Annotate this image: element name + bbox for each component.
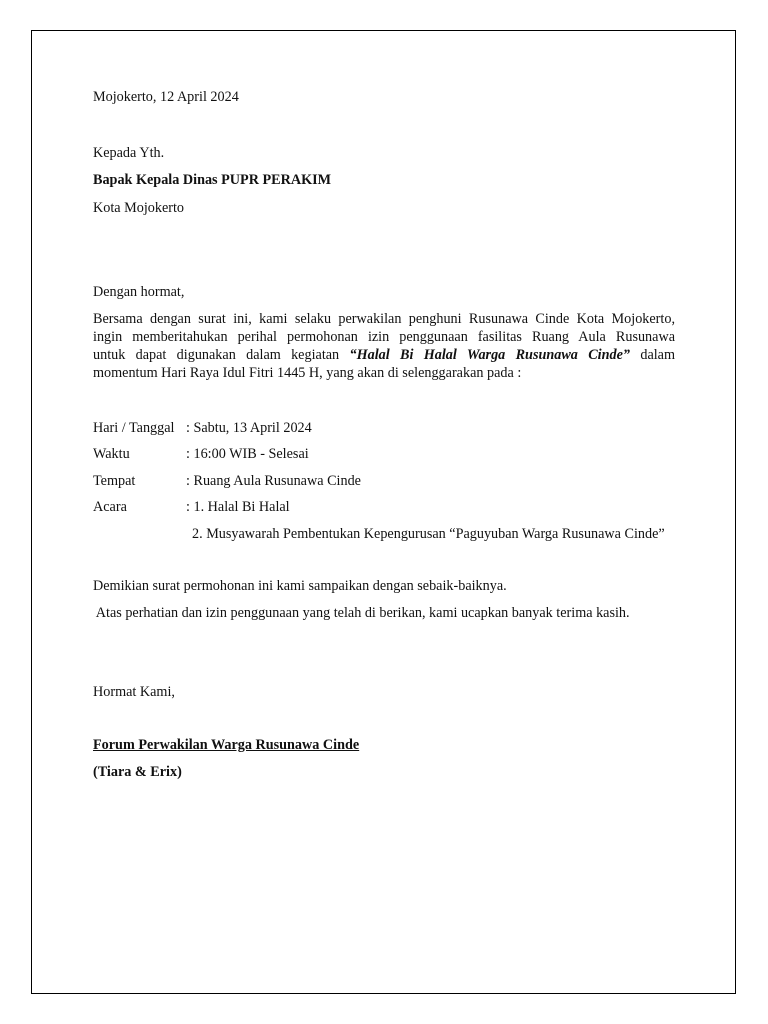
recipient-city: Kota Mojokerto: [93, 200, 185, 216]
body-line-4: momentum Hari Raya Idul Fitri 1445 H, yang akan di selenggarakan pada :: [93, 365, 522, 381]
body-line-3-post: dalam: [640, 347, 676, 363]
signatory-names: (Tiara & Erix): [93, 764, 182, 780]
body-line-3: [93, 346, 675, 364]
place-date: Mojokerto, 12 April 2024: [93, 89, 239, 105]
body-line-1: Bersama dengan surat ini, kami selaku perwakilan penghuni Rusunawa Cinde Kota Mojokerto,: [93, 311, 675, 327]
recipient-salutation: Kepada Yth.: [93, 145, 165, 161]
body-line-2: ingin memberitahukan perihal permohonan izin penggunaan fasilitas Ruang Aula Rusunawa: [93, 329, 675, 345]
recipient-name: Bapak Kepala Dinas PUPR PERAKIM: [93, 172, 332, 188]
detail-row-date: [93, 419, 312, 437]
event-name: “Halal Bi Halal Warga Rusunawa Cinde”: [349, 347, 631, 363]
closing-line-1: Demikian surat permohonan ini kami sampaikan dengan sebaik-baiknya.: [93, 578, 507, 594]
body-line-3-pre: untuk dapat digunakan dalam kegiatan: [93, 347, 340, 363]
detail-label: Hari / Tanggal: [93, 420, 175, 436]
signatory-organization: Forum Perwakilan Warga Rusunawa Cinde: [93, 737, 360, 753]
detail-value: : 16:00 WIB - Selesai: [186, 446, 309, 462]
detail-row-time: [93, 445, 309, 463]
detail-row-agenda: [93, 498, 290, 516]
agenda-item-2: 2. Musyawarah Pembentukan Kepengurusan “Paguyuban Warga Rusunawa Cinde”: [192, 526, 665, 542]
closing-line-2: Atas perhatian dan izin penggunaan yang telah di berikan, kami ucapkan banyak terima kasih.: [93, 605, 630, 621]
body-paragraph: [93, 310, 675, 382]
detail-label: Waktu: [93, 446, 130, 462]
detail-label: Acara: [93, 499, 127, 515]
regards: Hormat Kami,: [93, 684, 175, 700]
detail-label: Tempat: [93, 473, 136, 489]
greeting: Dengan hormat,: [93, 284, 185, 300]
detail-row-place: [93, 472, 361, 490]
detail-value: : Sabtu, 13 April 2024: [186, 420, 312, 436]
detail-value: : 1. Halal Bi Halal: [186, 499, 290, 515]
detail-value: : Ruang Aula Rusunawa Cinde: [186, 473, 361, 489]
